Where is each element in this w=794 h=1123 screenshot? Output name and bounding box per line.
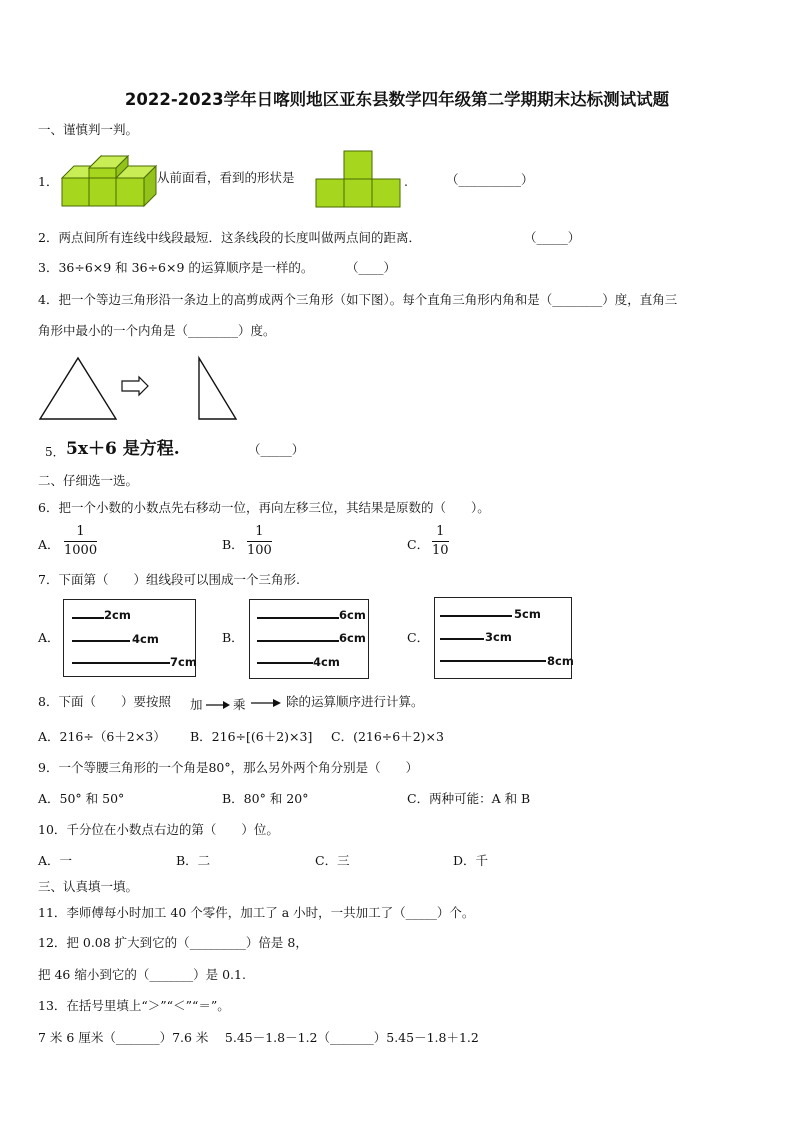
segment-label: 4cm — [313, 655, 340, 669]
segment-line — [257, 617, 339, 619]
segment-line — [440, 615, 512, 617]
q4-text-line2: 角形中最小的一个内角是（________）度。 — [38, 323, 276, 338]
segment-line — [72, 662, 170, 664]
q8-option-b[interactable]: B．216÷[(6＋2)×3] — [190, 729, 313, 744]
segment-line — [72, 640, 130, 642]
q7-option-a-box — [63, 599, 196, 677]
q6-option-b-label[interactable]: B． — [222, 537, 244, 552]
q9-text: 9．一个等腰三角形的一个角是80°，那么另外两个角分别是（ ） — [38, 760, 419, 775]
arrow-right-icon — [206, 701, 230, 709]
arrow-right-icon — [251, 699, 281, 707]
fraction-bar — [247, 541, 272, 542]
fraction-numerator: 1 — [436, 524, 445, 539]
fraction-numerator: 1 — [255, 524, 264, 539]
flow-step-add: 加 — [190, 697, 203, 712]
segment-line — [257, 662, 313, 664]
segment-label: 2cm — [104, 608, 131, 622]
q8-text-b: 除的运算顺序进行计算。 — [286, 694, 424, 709]
q9-option-b[interactable]: B．80° 和 20° — [222, 791, 309, 806]
q6-option-a-label[interactable]: A． — [38, 537, 60, 552]
q10-option-b[interactable]: B．二 — [176, 853, 211, 868]
page-title: 2022-2023学年日喀则地区亚东县数学四年级第二学期期末达标测试试题 — [124, 90, 670, 109]
q5-number: 5． — [45, 445, 65, 459]
q3-text: 3．36÷6×9 和 36÷6×9 的运算顺序是一样的。 — [38, 260, 314, 275]
q10-option-c[interactable]: C．三 — [315, 853, 350, 868]
fraction-bar — [64, 541, 97, 542]
segment-label: 6cm — [339, 631, 366, 645]
fraction-bar — [432, 541, 449, 542]
q13-text: 13．在括号里填上“＞”“＜”“＝”。 — [38, 998, 230, 1013]
triangle-cut-figure — [38, 356, 243, 422]
q12-text-line1: 12．把 0.08 扩大到它的（_________）倍是 8， — [38, 935, 308, 950]
q10-text: 10．千分位在小数点右边的第（ ）位。 — [38, 822, 279, 837]
segment-line — [440, 660, 546, 662]
fraction-denominator: 10 — [432, 543, 449, 558]
q5-expression: 5x＋6 是方程. — [66, 439, 180, 459]
q6-option-c-fraction — [432, 525, 449, 558]
q6-option-a-fraction — [64, 525, 97, 558]
segment-label: 3cm — [485, 630, 512, 644]
q11-text: 11．李师傅每小时加工 40 个零件，加工了 a 小时，一共加工了（_____）个。 — [38, 905, 475, 920]
section-heading-3: 三、认真填一填。 — [38, 879, 139, 894]
q1-text: 从前面看，看到的形状是 — [157, 170, 295, 185]
q1-dot: . — [404, 174, 408, 189]
q13-compare-line: 7 米 6 厘米（_______）7.6 米 5.45－1.8－1.2（_______）5.45－1.8＋1.2 — [38, 1030, 479, 1045]
q5-answer-blank[interactable]: （_____） — [248, 442, 305, 457]
q6-text: 6．把一个小数的小数点先右移动一位，再向左移三位，其结果是原数的（ ）。 — [38, 500, 490, 515]
fraction-denominator: 100 — [247, 543, 272, 558]
segment-label: 6cm — [339, 608, 366, 622]
q10-option-a[interactable]: A．一 — [38, 853, 73, 868]
q7-option-c-box — [434, 597, 572, 679]
q7-option-c-label[interactable]: C． — [407, 630, 430, 645]
q9-option-c[interactable]: C．两种可能：A 和 B — [407, 791, 531, 806]
segment-label: 5cm — [514, 607, 541, 621]
q7-option-b-box — [249, 599, 369, 679]
flow-step-multiply: 乘 — [233, 697, 246, 712]
segment-label: 7cm — [170, 655, 197, 669]
q12-text-line2: 把 46 缩小到它的（_______）是 0.1. — [38, 967, 246, 982]
cube-row-figure — [60, 156, 160, 208]
front-view-figure — [315, 150, 401, 208]
q9-option-a[interactable]: A．50° 和 50° — [38, 791, 125, 806]
q4-text-line1: 4．把一个等边三角形沿一条边上的高剪成两个三角形（如下图）。每个直角三角形内角和是（________）度，直角三 — [38, 292, 678, 307]
q10-option-d[interactable]: D．千 — [453, 853, 489, 868]
q3-answer-blank[interactable]: （____） — [346, 260, 397, 275]
q8-option-c[interactable]: C．(216÷6＋2)×3 — [331, 729, 444, 744]
fraction-denominator: 1000 — [64, 543, 98, 558]
section-heading-1: 一、谨慎判一判。 — [38, 122, 139, 137]
q7-text: 7．下面第（ ）组线段可以围成一个三角形. — [38, 572, 300, 587]
q2-answer-blank[interactable]: （_____） — [524, 230, 581, 245]
segment-label: 8cm — [547, 654, 574, 668]
q1-answer-blank[interactable]: （__________） — [446, 172, 534, 187]
q8-text-a: 8．下面（ ）要按照 — [38, 694, 171, 709]
section-heading-2: 二、仔细选一选。 — [38, 473, 139, 488]
q8-option-a[interactable]: A．216÷（6＋2×3） — [38, 729, 166, 744]
q1-number: 1． — [38, 174, 59, 189]
q6-option-b-fraction — [247, 525, 272, 558]
fraction-numerator: 1 — [76, 524, 85, 539]
q2-text: 2．两点间所有连线中线段最短．这条线段的长度叫做两点间的距离． — [38, 230, 421, 245]
segment-line — [72, 617, 104, 619]
segment-line — [257, 640, 339, 642]
q7-option-b-label[interactable]: B． — [222, 630, 244, 645]
q6-option-c-label[interactable]: C． — [407, 537, 430, 552]
segment-label: 4cm — [132, 632, 159, 646]
q7-option-a-label[interactable]: A． — [38, 630, 60, 645]
segment-line — [440, 638, 484, 640]
